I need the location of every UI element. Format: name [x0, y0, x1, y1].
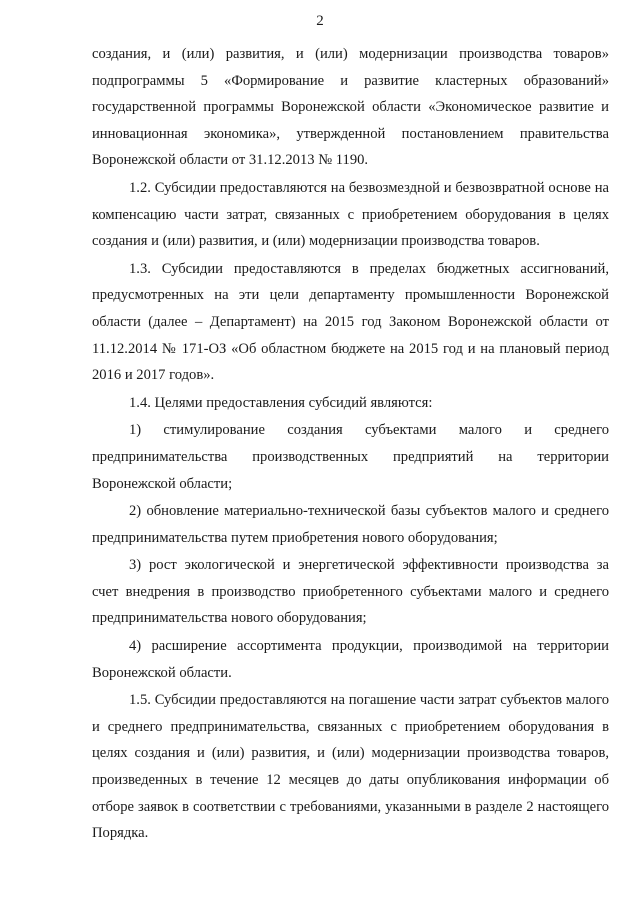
- page-number: 2: [316, 13, 324, 29]
- paragraph-1-4: 1.4. Целями предоставления субсидий являются:: [129, 394, 433, 411]
- list-item-1: 1) стимулирование создания субъектами малого и среднего предпринимательства производственных предприятий на территории Воронежской области;: [92, 422, 609, 492]
- list-item-4: 4) расширение ассортимента продукции, производимой на территории Воронежской области.: [92, 638, 609, 681]
- list-item-2: 2) обновление материально-технической базы субъектов малого и среднего предпринимательства путем приобретения нового оборудования;: [92, 503, 609, 546]
- paragraph-1-3: 1.3. Субсидии предоставляются в пределах бюджетных ассигнований, предусмотренных на эти цели департаменту промышленности Воронежской области (далее – Департамент) на 2015 год Законом Воронежской области от 11.12.2014 № 171-ОЗ «Об областном бюджете на 2015 год и на плановый период 2016 и 2017 годов».: [92, 260, 609, 384]
- paragraph-1-5: 1.5. Субсидии предоставляются на погашение части затрат субъектов малого и среднего предпринимательства, связанных с приобретением оборудования в целях создания и (или) развития, и (или) модернизации производства товаров, произведенных в течение 12 месяцев до даты опубликования информации об отборе заявок в соответствии с требованиями, указанными в разделе 2 настоящего Порядка.: [92, 692, 609, 842]
- paragraph-1-2: 1.2. Субсидии предоставляются на безвозмездной и безвозвратной основе на компенсацию части затрат, связанных с приобретением оборудования в целях создания и (или) развития, и (или) модернизации производства товаров.: [92, 179, 609, 250]
- paragraph-continuation: создания, и (или) развития, и (или) модернизации производства товаров» подпрограммы 5 «Формирование и развитие кластерных образований» государственной программы Воронежской области «Экономическое развитие и инновационная экономика», утвержденной постановлением правительства Воронежской области от 31.12.2013 № 1190.: [92, 46, 609, 169]
- document-body: [92, 41, 609, 848]
- list-item-3: 3) рост экологической и энергетической эффективности производства за счет внедрения в производство приобретенного субъектами малого и среднего предпринимательства нового оборудования;: [92, 557, 609, 627]
